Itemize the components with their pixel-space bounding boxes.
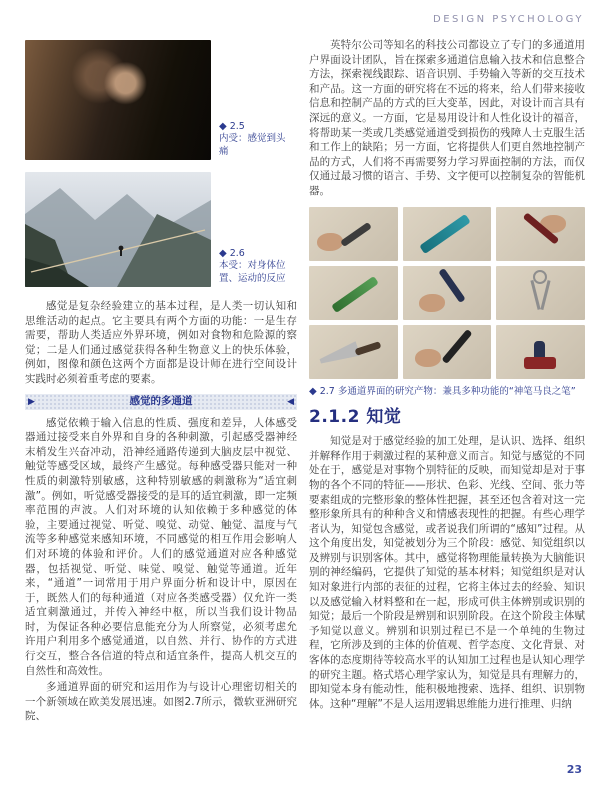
- running-header: DESIGN PSYCHOLOGY: [433, 14, 584, 25]
- figure-marker-diamond-icon: ◆: [309, 385, 317, 397]
- figure-caption-text: 本受：对身体位置、运动的反应: [219, 260, 286, 284]
- figure-caption-text: 内受：感觉到头痛: [219, 133, 286, 157]
- section-header-sensory-multichannel: [25, 394, 297, 410]
- figure-2-5: [25, 40, 297, 160]
- figure-2-5-caption: [219, 121, 291, 161]
- figure-number: 2.5: [229, 120, 245, 132]
- figure-2-6-caption: [219, 248, 291, 288]
- figure-marker-diamond-icon: ◆: [219, 120, 227, 132]
- section-title: 感觉的多通道: [129, 395, 193, 408]
- body-paragraph: 英特尔公司等知名的科技公司都设立了专门的多通道用户界面设计团队，旨在探索多通道信息输入技术和信息整合方法，探索视线跟踪、语音识别、手势输入等新的交互技术和产品。这一方面的研究将在不远的将来，给人们带来接收信息和控制产品的方式的巨大变革，因此，对设计而言具有深远的意义。一方面，它是易用设计和人性化设计的福音，将帮助某一类或几类感觉通道受到损伤的残障人士克服生活和工作上的缺陷；另一方面，它将提供人们更自然地控制产品的方式，人们将不再需要努力学习界面控制的方法，而仅仅通过最习惯的语言、手势、文字便可以控制复杂的智能机器。: [309, 39, 585, 197]
- photo-palette-knife: [309, 325, 398, 379]
- figure-2-6: [25, 172, 297, 287]
- left-column: [25, 40, 297, 726]
- tightrope-photo: [25, 172, 211, 287]
- photo-compass-divider-tool: [496, 266, 585, 320]
- headache-photo: [25, 40, 211, 160]
- photo-hand-writing-with-pen: [403, 325, 492, 379]
- section-heading-2-1-2: 2.1.2 知觉: [309, 406, 402, 427]
- photo-hand-holding-airbrush: [309, 207, 398, 261]
- body-paragraph: 感觉依赖于输入信息的性质、强度和差异，人体感受器通过接受来自外界和自身的各种刺激，引起感受器神经末梢发生兴奋冲动，沿神经通路传递到大脑皮层中视觉、触觉等感受区域，最终产生感觉。每种感受器只能对一种性质的刺激特别敏感，这种特别敏感的刺激称为“适宜刺激”。例如，听觉感受器接受的是耳的适宜刺激，即一定频率范围的声波。人们对环境的认知依赖于多种感觉的体验，主要通过视觉、听觉、嗅觉、动觉、触觉、温度与气流等多种感觉来感知环境，不同感觉的相互作用会影响人们对环境的体验和评价。人们的感觉通道对应各种感觉器，包括视觉、听觉、味觉、嗅觉、触觉等通道。近年来，“通道”一词常用于用户界面分析和设计中，原因在于，既然人们的每种通道（对应各类感受器）仅允许一类适宜刺激通过，并传入神经中枢，所以当我们设计物品时，为保证各种必要信息能充分为人所察觉，必须考虑允许用户利用多个感觉通道，以自然、并行、协作的方式进行交互，整合各信道的特点和适宜条件，提高人机交互的自然性和高效性。: [25, 416, 297, 677]
- photo-green-marker-pen: [309, 266, 398, 320]
- right-triangle-icon: ▶: [28, 396, 35, 407]
- body-paragraph: 知觉是对于感觉经验的加工处理，是认识、选择、组织并解释作用于刺激过程的某种意义而言。知觉与感觉的不同处在于，感觉是对事物个别特征的反映，而知觉却是对于事物的各个不同的特征——形状、色彩、光线、空间、张力等要素组成的完整形象的整体性把握，甚至还包含着对这一完整形象所具有的种种含义和情感表现性的把握。有些心理学者认为，知觉包含感觉，或者说我们所谓的“感知”过程。从这个角度出发，知觉被划分为三个阶段：感觉、知觉组织以及辨别与识别客体。其中，感觉将物理能量转换为大脑能识别的神经编码，它提供了知觉的基本材料；知觉组织是对认知对象进行内部的表征的过程，它将主体过去的经验、知识以及感觉输入材料整和在一起，形成可供主体辨别或识别的知觉；最后一个阶段是辨别和识别阶段。在这个阶段主体赋予知觉以意义。辨别和识别过程已不是一个单纯的生物过程，它所涉及到的主体的价值观、哲学态度、文化背景、对客体的态度期待等较高水平的认知加工过程也是认知心理学的研究主题。格式塔心理学家认为，知觉是具有理解力的，即知觉本身有能动性，能积极地搜索、选择、组织、识别物体。这种“理解”不是人运用逻辑思维能力进行推理、归纳: [309, 435, 585, 710]
- figure-2-7-photo-grid: [309, 207, 585, 379]
- figure-caption-text: 多通道界面的研究产物：兼具多种功能的“神笔马良之笔”: [337, 385, 576, 397]
- photo-hand-holding-stylus: [403, 266, 492, 320]
- page-number: 23: [566, 763, 582, 776]
- figure-number: 2.6: [229, 247, 245, 259]
- figure-marker-diamond-icon: ◆: [219, 247, 227, 259]
- body-paragraph: 多通道界面的研究和运用作为与设计心理密切相关的一个新领域在欧美发展迅速。如图2.7所示，微软亚洲研究院、: [25, 681, 297, 723]
- body-paragraph: 感觉是复杂经验建立的基本过程，是人类一切认知和思维活动的起点。它主要具有两个方面的功能：一是生存需要，帮助人类适应外界环境，例如对食物和危险源的察觉；二是人们通过感觉获得各种生物意义上的快乐体验，例如，图像和颜色这两个方面都是设计师在进行空间设计实践时必须着重考虑的要素。: [25, 300, 297, 385]
- figure-2-7-caption: [309, 385, 585, 398]
- figure-number: 2.7: [319, 385, 335, 397]
- left-triangle-icon: ◀: [287, 396, 294, 407]
- photo-hand-holding-red-pen: [496, 207, 585, 261]
- photo-rubber-stamp: [496, 325, 585, 379]
- photo-teal-marker-pen: [403, 207, 492, 261]
- right-column: [309, 38, 585, 713]
